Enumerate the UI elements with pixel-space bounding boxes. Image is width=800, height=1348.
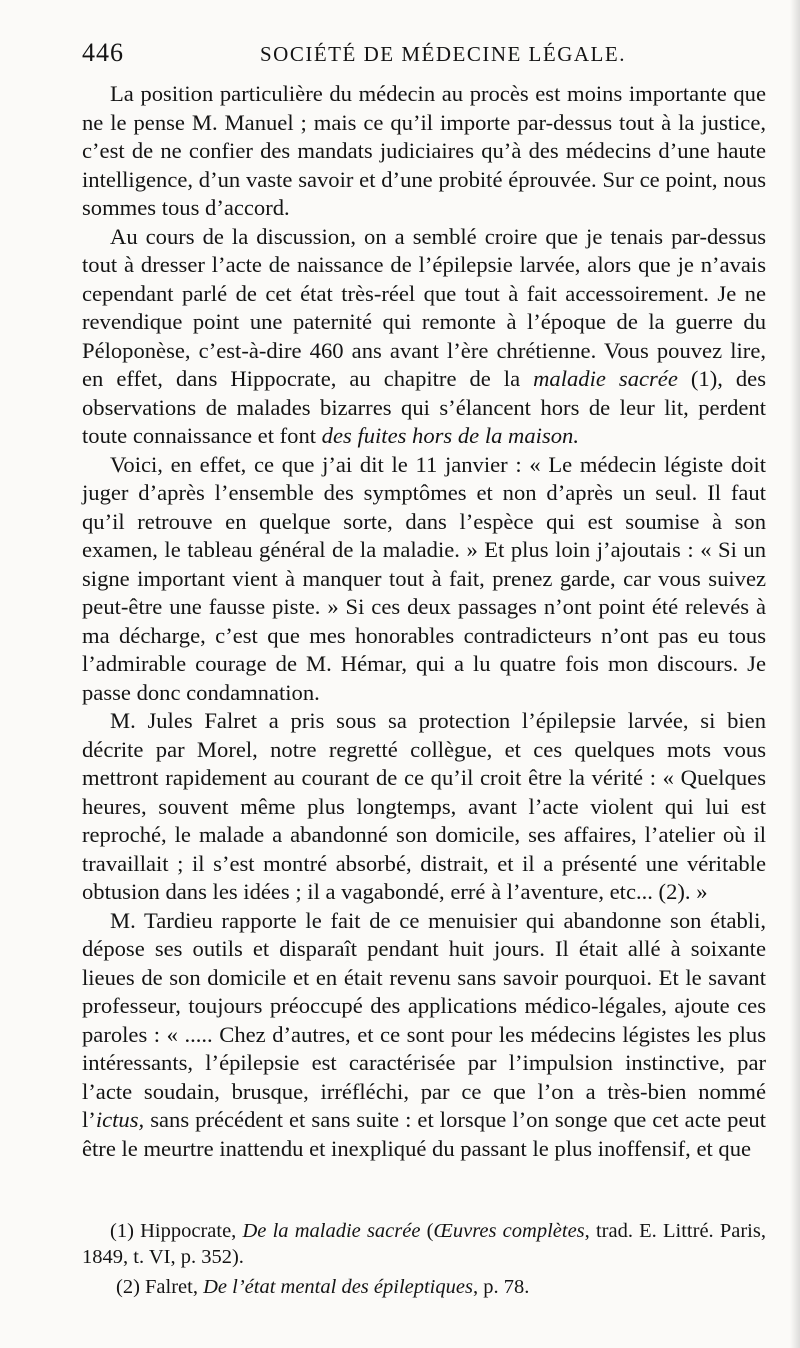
paragraph-5-text-a: M. Tardieu rapporte le fait de ce menuisier qui abandonne son établi, dépose ses outils et disparaît pendant huit jours. Il était allé à soixante lieues de son domicile et en était revenu sans savoir pourquoi. Et le savant professeur, toujours préoccupé des applications médico-légales, ajoute ces paroles : « ..... Chez d’autres, et ce sont pour les médecins légistes les plus intéressants, l’épilepsie est caractérisée par l’impulsion instinctive, par l’acte soudain, brusque, irréfléchi, par ce que l’on a très-bien nommé l’ bbox=[82, 907, 766, 1132]
paragraph-3: Voici, en effet, ce que j’ai dit le 11 janvier : « Le médecin légiste doit juger d’après l’ensemble des symptômes et non d’après un seul. Il faut qu’il retrouve en quelque sorte, dans l’espèce qui est soumise à son examen, le tableau général de la maladie. » Et plus loin j’ajoutais : « Si un signe important vient à manquer tout à fait, prenez garde, car vous suivez peut-être une fausse piste. » Si ces deux passages n’ont point été relevés à ma décharge, c’est que mes honorables contradicteurs n’ont pas eu tous l’admirable courage de M. Hémar, qui a lu quatre fois mon discours. Je passe donc condamnation. bbox=[82, 451, 766, 705]
footnote-2-text-b: , p. 78. bbox=[472, 1276, 530, 1298]
paragraph-5 bbox=[82, 907, 766, 1164]
paragraph-2-text-b: (1), des observations de malades bizarres qui s’élancent hors de leur lit, perdent toute connaissance et font bbox=[82, 366, 766, 448]
paragraph-5-italic: ictus, bbox=[95, 1107, 145, 1132]
main-text bbox=[82, 80, 766, 1163]
footnote-1-text-c: , trad. E. Littré. Paris, 1849, t. VI, p. 352). bbox=[82, 1220, 766, 1268]
footnote-1-text-b: ( bbox=[420, 1220, 434, 1242]
footnote-2-text-a: (2) Falret, bbox=[116, 1276, 204, 1298]
footnote-2-italic: De l’état mental des épileptiques bbox=[203, 1276, 473, 1298]
paragraph-2 bbox=[82, 223, 766, 451]
paragraph-2-italic-2: des fuites hors de la maison. bbox=[321, 423, 579, 448]
paragraph-4: M. Jules Falret a pris sous sa protection l’épilepsie larvée, si bien décrite par Morel, notre regretté collègue, et ces quelques mots vous mettront rapidement au courant de ce qu’il croit être la vérité : « Quelques heures, souvent même plus longtemps, avant l’acte violent qui lui est reproché, le malade a abandonné son domicile, ses affaires, l’atelier où il travaillait ; il s’est montré absorbé, distrait, et il a présenté une véritable obtusion dans les idées ; il a vagabondé, erré à l’aventure, etc... (2). » bbox=[82, 708, 766, 904]
paragraph-1: La position particulière du médecin au procès est moins importante que ne le pense M. Manuel ; mais ce qu’il importe par-dessus tout à la justice, c’est de ne confier des mandats judiciaires qu’à des médecins d’une haute intelligence, d’un vaste savoir et d’une probité éprouvée. Sur ce point, nous sommes tous d’accord. bbox=[82, 81, 766, 220]
page-number: 446 bbox=[82, 38, 124, 67]
paragraph-2-text-a: Au cours de la discussion, on a semblé croire que je tenais par-dessus tout à dresser l’acte de naissance de l’épilepsie larvée, alors que je n’avais cependant parlé de cet état très-réel que tout à fait accessoirement. Je ne revendique point une paternité qui remonte à l’époque de la guerre du Péloponèse, c’est-à-dire 460 ans avant l’ère chrétienne. Vous pouvez lire, en effet, dans Hippocrate, au chapitre de la bbox=[82, 223, 766, 391]
footnote-1 bbox=[82, 1218, 766, 1270]
footnotes bbox=[82, 1218, 766, 1304]
footnote-1-text-a: (1) Hippocrate, bbox=[110, 1220, 243, 1242]
paragraph-5-text-b: sans précédent et sans suite : et lorsque l’on songe que cet acte peut être le meurtre inattendu et inexpliqué du passant le plus inoffensif, et que bbox=[82, 1107, 766, 1161]
footnote-1-italic-2: Œuvres complètes bbox=[433, 1220, 585, 1242]
page-edge-shadow bbox=[790, 0, 800, 1348]
page-header bbox=[82, 32, 762, 72]
footnote-2 bbox=[82, 1274, 766, 1300]
footnote-1-italic-1: De la maladie sacrée bbox=[242, 1220, 421, 1242]
running-title: SOCIÉTÉ DE MÉDECINE LÉGALE. bbox=[260, 42, 626, 66]
paragraph-2-italic-1: maladie sacrée bbox=[533, 366, 678, 391]
